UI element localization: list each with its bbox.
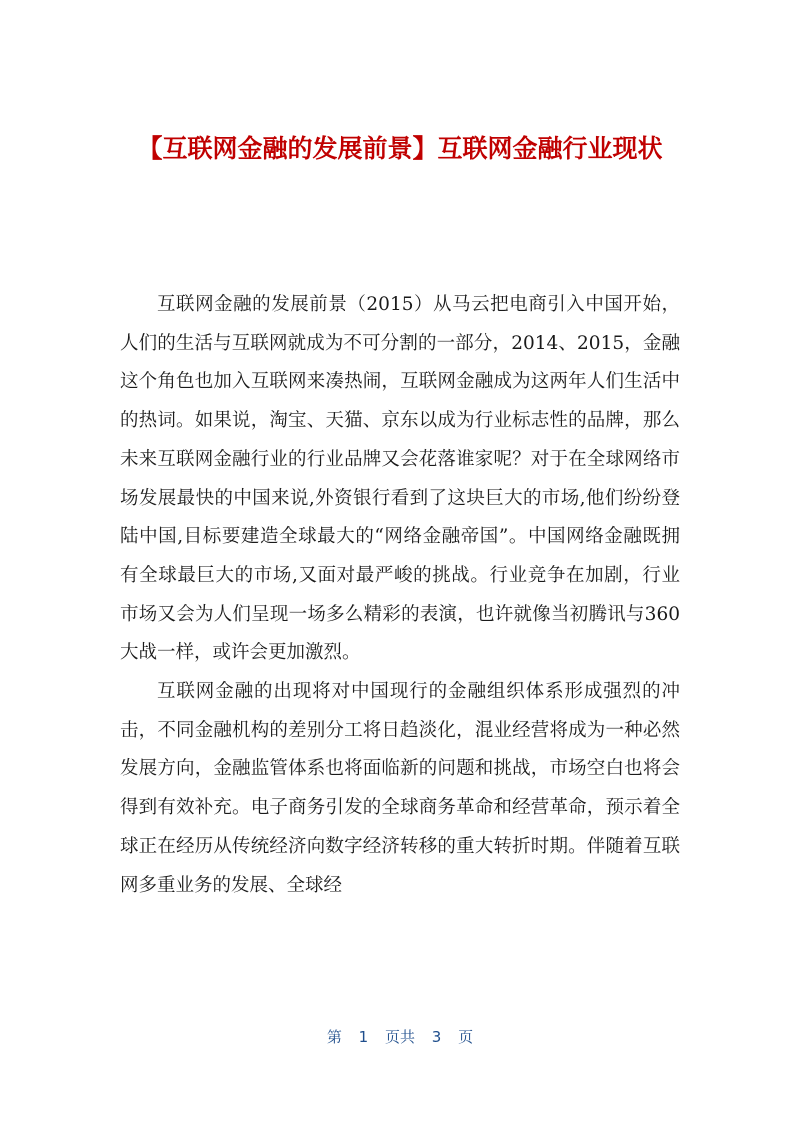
page-footer <box>0 1026 800 1047</box>
paragraph-2: 互联网金融的出现将对中国现行的金融组织体系形成强烈的冲击，不同金融机构的差别分工将日趋淡化，混业经营将成为一种必然发展方向，金融监管体系也将面临新的问题和挑战，市场空白也将会得到有效补充。电子商务引发的全球商务革命和经营革命，预示着全球正在经历从传统经济向数字经济转移的重大转折时期。伴随着互联网多重业务的发展、全球经 <box>120 681 680 896</box>
total-pages-number: 3 <box>431 1028 442 1046</box>
page-label-prefix: 第 <box>326 1028 342 1046</box>
document-title: 【互联网金融的发展前景】互联网金融行业现状 <box>137 134 663 163</box>
document-body <box>120 286 680 905</box>
paragraph-1: 互联网金融的发展前景（2015）从马云把电商引入中国开始，人们的生活与互联网就成为不可分割的一部分，2014、2015，金融这个角色也加入互联网来凑热闹，互联网金融成为这两年人们生活中的热词。如果说，淘宝、天猫、京东以成为行业标志性的品牌，那么未来互联网金融行业的行业品牌又会花落谁家呢？对于在全球网络市场发展最快的中国来说,外资银行看到了这块巨大的市场,他们纷纷登陆中国,目标要建造全球最大的“网络金融帝国”。中国网络金融既拥有全球最巨大的市场,又面对最严峻的挑战。行业竞争在加剧，行业市场又会为人们呈现一场多么精彩的表演，也许就像当初腾讯与360大战一样，或许会更加激烈。 <box>120 294 680 664</box>
page-label-mid: 页共 <box>384 1028 415 1046</box>
current-page-number: 1 <box>358 1028 369 1046</box>
page-label-suffix: 页 <box>458 1028 474 1046</box>
